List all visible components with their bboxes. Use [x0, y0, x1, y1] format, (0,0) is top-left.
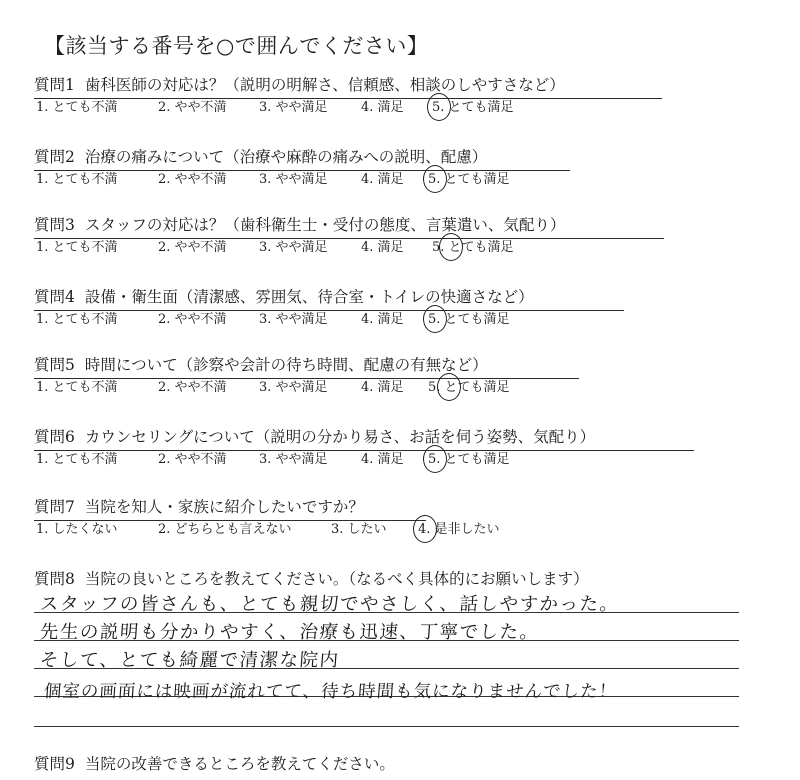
option-3[interactable]: 3. やや満足 [259, 172, 328, 187]
question-number: 質問6 [34, 428, 75, 446]
option-3[interactable]: 3. やや満足 [259, 452, 328, 467]
option-1[interactable]: 1. とても不満 [36, 172, 118, 187]
option-2[interactable]: 2. やや不満 [158, 240, 227, 255]
selected-answer-circle [427, 93, 451, 121]
option-3[interactable]: 3. やや満足 [259, 100, 328, 115]
question-title [34, 286, 534, 308]
question-title [34, 214, 565, 236]
question-title [34, 753, 395, 775]
option-4[interactable]: 4. 満足 [361, 240, 404, 255]
answer-options [34, 378, 694, 398]
handwritten-answer-line-4: 個室の画面には映画が流れてて、待ち時間も気になりませんでした！ [43, 682, 618, 702]
option-5[interactable]: 5. とても満足 [432, 240, 514, 255]
option-3[interactable]: 3. したい [331, 522, 387, 537]
question-number: 質問1 [34, 76, 75, 94]
selected-answer-circle [413, 515, 437, 543]
question-number: 質問7 [34, 498, 75, 516]
option-5[interactable]: 5. とても満足 [428, 172, 510, 187]
option-1[interactable]: 1. とても不満 [36, 240, 118, 255]
option-2[interactable]: 2. どちらとも言えない [158, 522, 292, 537]
question-number: 質問3 [34, 216, 75, 234]
question-title [34, 568, 589, 590]
option-1[interactable]: 1. したくない [36, 522, 118, 537]
answer-options [34, 98, 694, 118]
question-number: 質問9 [34, 755, 75, 773]
form-heading: 【該当する番号を○で囲んでください】 [44, 34, 429, 58]
question-text: 時間について（診察や会計の待ち時間、配慮の有無など） [84, 356, 488, 374]
option-4[interactable]: 4. 満足 [361, 312, 404, 327]
question-number: 質問8 [34, 570, 75, 588]
option-3[interactable]: 3. やや満足 [259, 240, 328, 255]
question-title [34, 354, 488, 376]
option-5[interactable]: 5. とても満足 [428, 380, 510, 395]
answer-options [34, 310, 694, 330]
option-1[interactable]: 1. とても不満 [36, 452, 118, 467]
option-2[interactable]: 2. やや不満 [158, 312, 227, 327]
handwritten-answer-line-3: そして、とても綺麗で清潔な院内 [39, 650, 341, 671]
option-1[interactable]: 1. とても不満 [36, 100, 118, 115]
option-2[interactable]: 2. やや不満 [158, 172, 227, 187]
option-4[interactable]: 4. 満足 [361, 452, 404, 467]
option-5[interactable]: 5. とても満足 [432, 100, 514, 115]
option-4[interactable]: 4. 満足 [361, 172, 404, 187]
question-text: 歯科医師の対応は？（説明の明解さ、信頼感、相談のしやすさなど） [84, 76, 565, 94]
question-text: 当院の良いところを教えてください。（なるべく具体的にお願いします） [84, 570, 589, 588]
option-4[interactable]: 4. 満足 [361, 100, 404, 115]
option-5[interactable]: 5. とても満足 [428, 312, 510, 327]
question-text: 当院の改善できるところを教えてください。 [84, 755, 395, 773]
question-text: 治療の痛みについて（治療や麻酔の痛みへの説明、配慮） [84, 148, 488, 166]
option-1[interactable]: 1. とても不満 [36, 380, 118, 395]
option-3[interactable]: 3. やや満足 [259, 380, 328, 395]
option-2[interactable]: 2. やや不満 [158, 452, 227, 467]
question-text: 設備・衛生面（清潔感、雰囲気、待合室・トイレの快適さなど） [84, 288, 534, 306]
answer-options [34, 450, 694, 470]
selected-answer-circle [437, 373, 461, 401]
option-2[interactable]: 2. やや不満 [158, 380, 227, 395]
answer-options [34, 238, 694, 258]
selected-answer-circle [423, 165, 447, 193]
question-title [34, 496, 364, 518]
selected-answer-circle [423, 305, 447, 333]
question-text: 当院を知人・家族に紹介したいですか？ [84, 498, 364, 516]
selected-answer-circle [439, 233, 463, 261]
question-title [34, 146, 487, 168]
handwritten-answer-line-1: スタッフの皆さんも、とても親切でやさしく、話しやすかった。 [39, 594, 621, 615]
question-number: 質問4 [34, 288, 75, 306]
option-5[interactable]: 5. とても満足 [428, 452, 510, 467]
question-text: スタッフの対応は？（歯科衛生士・受付の態度、言葉遣い、気配り） [84, 216, 566, 234]
option-4[interactable]: 4. 満足 [361, 380, 404, 395]
question-text: カウンセリングについて（説明の分かり易さ、お話を伺う姿勢、気配り） [84, 428, 596, 446]
question-title [34, 426, 595, 448]
option-2[interactable]: 2. やや不満 [158, 100, 227, 115]
question-title [34, 74, 565, 96]
question-number: 質問5 [34, 356, 75, 374]
question-number: 質問2 [34, 148, 75, 166]
option-4[interactable]: 4. 是非したい [418, 522, 500, 537]
handwritten-answer-line-2: 先生の説明も分かりやすく、治療も迅速、丁寧でした。 [39, 622, 541, 643]
answer-options [34, 170, 694, 190]
selected-answer-circle [423, 445, 447, 473]
answer-options [34, 520, 694, 540]
option-3[interactable]: 3. やや満足 [259, 312, 328, 327]
option-1[interactable]: 1. とても不満 [36, 312, 118, 327]
answer-line [34, 726, 739, 727]
